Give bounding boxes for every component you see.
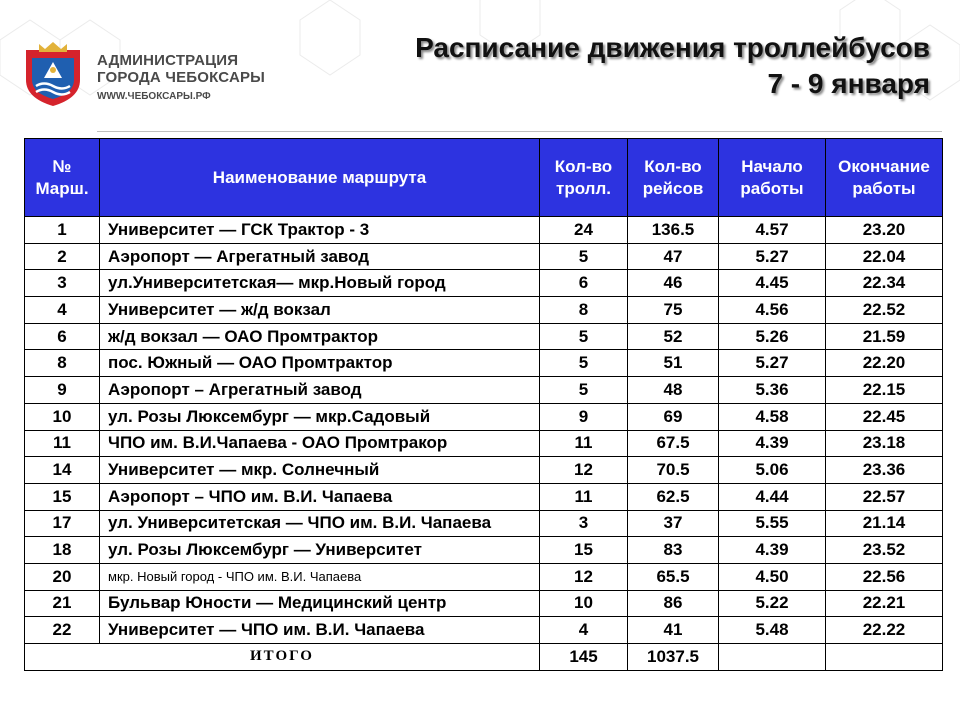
table-row [25, 270, 943, 297]
header-trolley-count-line1: Кол-во [554, 156, 613, 176]
trip-count: 69 [628, 403, 719, 430]
trip-count: 86 [628, 590, 719, 617]
start-time: 5.55 [719, 510, 826, 537]
organization-name-line1: АДМИНИСТРАЦИЯ [97, 52, 239, 69]
table-row [25, 323, 943, 350]
end-time: 22.20 [826, 350, 943, 377]
route-name: Университет — мкр. Солнечный [100, 457, 540, 484]
table-row [25, 403, 943, 430]
start-time: 5.27 [719, 243, 826, 270]
route-name: мкр. Новый город - ЧПО им. В.И. Чапаева [100, 563, 540, 590]
total-trips: 1037.5 [628, 644, 719, 671]
trip-count: 70.5 [628, 457, 719, 484]
total-label: ИТОГО [25, 644, 540, 671]
table-row [25, 430, 943, 457]
header-end-time-line2: работы [852, 178, 916, 198]
page-title [415, 30, 930, 102]
route-number: 22 [25, 617, 100, 644]
header-end-time [826, 139, 943, 217]
route-name: Университет — ЧПО им. В.И. Чапаева [100, 617, 540, 644]
table-row [25, 617, 943, 644]
header-trip-count-line2: рейсов [642, 178, 704, 198]
start-time: 5.06 [719, 457, 826, 484]
start-time: 4.44 [719, 483, 826, 510]
start-time: 5.22 [719, 590, 826, 617]
start-time: 4.56 [719, 297, 826, 324]
route-name: ЧПО им. В.И.Чапаева - ОАО Промтракор [100, 430, 540, 457]
page-title-line1: Расписание движения троллейбусов [415, 32, 930, 63]
header-start-time-line2: работы [740, 178, 804, 198]
table-row [25, 483, 943, 510]
route-number: 1 [25, 217, 100, 244]
start-time: 4.39 [719, 430, 826, 457]
city-coat-of-arms-logo [18, 40, 88, 108]
route-name: Университет — ж/д вокзал [100, 297, 540, 324]
trip-count: 65.5 [628, 563, 719, 590]
trip-count: 37 [628, 510, 719, 537]
route-number: 17 [25, 510, 100, 537]
organization-website: WWW.ЧЕБОКСАРЫ.РФ [97, 91, 211, 102]
table-row [25, 217, 943, 244]
organization-name [97, 52, 265, 86]
end-time: 22.52 [826, 297, 943, 324]
start-time: 5.48 [719, 617, 826, 644]
trolley-count: 24 [540, 217, 628, 244]
header-start-time-line1: Начало [741, 156, 803, 176]
trolley-count: 12 [540, 457, 628, 484]
table-row [25, 590, 943, 617]
header-trip-count [628, 139, 719, 217]
end-time: 22.45 [826, 403, 943, 430]
end-time: 21.59 [826, 323, 943, 350]
trip-count: 46 [628, 270, 719, 297]
trip-count: 41 [628, 617, 719, 644]
end-time: 22.56 [826, 563, 943, 590]
end-time: 22.22 [826, 617, 943, 644]
end-time: 23.18 [826, 430, 943, 457]
table-row [25, 510, 943, 537]
trip-count: 51 [628, 350, 719, 377]
route-number: 14 [25, 457, 100, 484]
start-time: 5.36 [719, 377, 826, 404]
route-number: 8 [25, 350, 100, 377]
organization-name-line2: ГОРОДА ЧЕБОКСАРЫ [97, 69, 266, 86]
end-time: 21.14 [826, 510, 943, 537]
start-time: 5.27 [719, 350, 826, 377]
header-route-number-line1: № [52, 156, 72, 176]
trolley-count: 8 [540, 297, 628, 324]
end-time: 22.15 [826, 377, 943, 404]
trip-count: 83 [628, 537, 719, 564]
route-number: 6 [25, 323, 100, 350]
table-row [25, 297, 943, 324]
route-number: 4 [25, 297, 100, 324]
trolley-count: 3 [540, 510, 628, 537]
end-time: 23.36 [826, 457, 943, 484]
start-time: 4.50 [719, 563, 826, 590]
total-end-empty [826, 644, 943, 671]
trip-count: 75 [628, 297, 719, 324]
route-name: ул. Розы Люксембург — мкр.Садовый [100, 403, 540, 430]
end-time: 22.04 [826, 243, 943, 270]
end-time: 22.57 [826, 483, 943, 510]
route-number: 2 [25, 243, 100, 270]
table-row [25, 350, 943, 377]
route-number: 9 [25, 377, 100, 404]
trolley-count: 5 [540, 323, 628, 350]
route-name: Университет — ГСК Трактор - 3 [100, 217, 540, 244]
route-name: Аэропорт – Агрегатный завод [100, 377, 540, 404]
total-trolleys: 145 [540, 644, 628, 671]
table-total-row [25, 644, 943, 671]
trip-count: 48 [628, 377, 719, 404]
end-time: 22.21 [826, 590, 943, 617]
start-time: 5.26 [719, 323, 826, 350]
table-row [25, 563, 943, 590]
trolley-count: 15 [540, 537, 628, 564]
header-route-number [25, 139, 100, 217]
route-name: Бульвар Юности — Медицинский центр [100, 590, 540, 617]
schedule-table [24, 138, 943, 671]
header-start-time [719, 139, 826, 217]
trolley-count: 5 [540, 243, 628, 270]
route-name: пос. Южный — ОАО Промтрактор [100, 350, 540, 377]
trolley-count: 6 [540, 270, 628, 297]
end-time: 23.52 [826, 537, 943, 564]
trip-count: 136.5 [628, 217, 719, 244]
header-route-name: Наименование маршрута [100, 139, 540, 217]
trolley-count: 11 [540, 430, 628, 457]
trolley-count: 10 [540, 590, 628, 617]
header-trip-count-line1: Кол-во [644, 156, 702, 176]
route-number: 21 [25, 590, 100, 617]
route-number: 20 [25, 563, 100, 590]
header-route-number-line2: Марш. [35, 178, 89, 198]
table-row [25, 243, 943, 270]
route-name: ул.Университетская— мкр.Новый город [100, 270, 540, 297]
route-name: ул. Университетская — ЧПО им. В.И. Чапаева [100, 510, 540, 537]
start-time: 4.57 [719, 217, 826, 244]
table-row [25, 537, 943, 564]
trolley-count: 11 [540, 483, 628, 510]
route-number: 15 [25, 483, 100, 510]
trolley-count: 5 [540, 350, 628, 377]
table-header-row [25, 139, 943, 217]
end-time: 22.34 [826, 270, 943, 297]
route-number: 11 [25, 430, 100, 457]
route-number: 10 [25, 403, 100, 430]
trolley-count: 9 [540, 403, 628, 430]
table-row [25, 457, 943, 484]
end-time: 23.20 [826, 217, 943, 244]
trolley-count: 5 [540, 377, 628, 404]
header-divider [97, 131, 942, 132]
header-trolley-count [540, 139, 628, 217]
trip-count: 67.5 [628, 430, 719, 457]
route-name: ул. Розы Люксембург — Университет [100, 537, 540, 564]
route-name: ж/д вокзал — ОАО Промтрактор [100, 323, 540, 350]
header-end-time-line1: Окончание [838, 156, 930, 176]
trolley-count: 4 [540, 617, 628, 644]
trip-count: 47 [628, 243, 719, 270]
route-name: Аэропорт — Агрегатный завод [100, 243, 540, 270]
page-title-line2: 7 - 9 января [767, 68, 930, 99]
route-number: 3 [25, 270, 100, 297]
table-row [25, 377, 943, 404]
header-trolley-count-line2: тролл. [556, 178, 611, 198]
trip-count: 62.5 [628, 483, 719, 510]
start-time: 4.58 [719, 403, 826, 430]
total-start-empty [719, 644, 826, 671]
start-time: 4.39 [719, 537, 826, 564]
route-name: Аэропорт – ЧПО им. В.И. Чапаева [100, 483, 540, 510]
trip-count: 52 [628, 323, 719, 350]
start-time: 4.45 [719, 270, 826, 297]
route-number: 18 [25, 537, 100, 564]
trolley-count: 12 [540, 563, 628, 590]
